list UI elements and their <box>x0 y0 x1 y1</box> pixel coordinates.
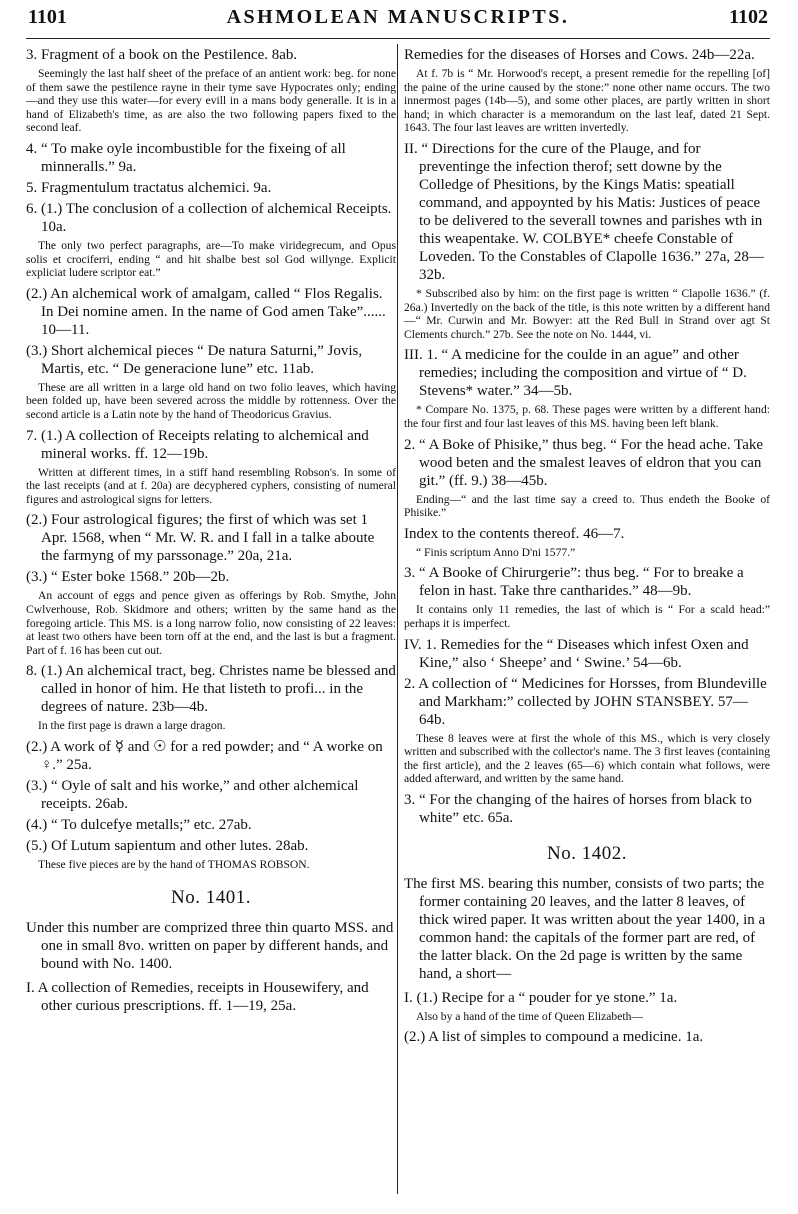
annotation-note: * Compare No. 1375, p. 68. These pages were written by a different hand: the four first and four last leaves of this MS. having been left blank. <box>404 403 770 430</box>
catalogue-entry: 3. “ For the changing of the haires of horses from black to white” etc. 65a. <box>404 791 752 826</box>
annotation-note: In the first page is drawn a large dragon. <box>38 719 226 733</box>
catalogue-entry: (2.) An alchemical work of amalgam, called “ Flos Regalis. In Dei nomine amen. In the name of God amen Take”...... 10—11. <box>26 285 386 338</box>
annotation-note: Written at different times, in a stiff hand resembling Robson's. In some of the last receipts (and at f. 20a) are decyphered cyphers, consisting of numeral figures and astrological signs for letters. <box>26 465 396 506</box>
annotation-note: Seemingly the last half sheet of the preface of an antient work: beg. for none of them sawe the pestilence rayne in their tyme save Hypocrates only; ending—and they use this water—for every evill in a mans body generalle. It is in a hand of Elizabeth's time, as are also the two following papers fixed to the second leaf. <box>26 67 396 135</box>
annotation-note: “ Finis scriptum Anno D'ni 1577.” <box>416 545 576 559</box>
annotation-note: These five pieces are by the hand of THOMAS ROBSON. <box>38 857 310 871</box>
annotation-note: Ending—“ and the last time say a creed to. Thus endeth the Booke of Phisike.” <box>404 492 770 520</box>
right-column <box>404 44 770 1049</box>
catalogue-entry: (4.) “ To dulcefye metalls;” etc. 27ab. <box>26 816 252 833</box>
catalogue-entry: (2.) Four astrological figures; the first of which was set 1 Apr. 1568, when “ Mr. W. R. and I fall in a talke aboute the farmyng of my parssonage.” 20a, 21a. <box>26 512 375 565</box>
annotation-note: * Subscribed also by him: on the first page is written “ Clapolle 1636.” (f. 26a.) Invertedly on the back of the title, is this note written by a different hand—“ Mr. Curwin and Mr. Bowyer: att the Red Bull in Strand over agt St Clements church.” 27b. See the note on No. 1444, vi. <box>404 286 770 341</box>
catalogue-entry: 6. (1.) The conclusion of a collection of alchemical Receipts. 10a. <box>26 200 392 235</box>
section-heading: No. 1402. <box>547 842 627 864</box>
catalogue-entry: I. (1.) Recipe for a “ pouder for ye stone.” 1a. <box>404 989 678 1006</box>
page-header <box>28 6 768 36</box>
catalogue-entry: I. A collection of Remedies, receipts in Housewifery, and other curious prescriptions. ff. 1—19, 25a. <box>26 980 369 1015</box>
catalogue-entry: IV. 1. Remedies for the “ Diseases which infest Oxen and Kine,” also ‘ Sheepe’ and ‘ Swine.’ 54—6b. <box>404 636 749 671</box>
catalogue-entry: (3.) “ Oyle of salt and his worke,” and other alchemical receipts. 26ab. <box>26 777 359 812</box>
catalogue-entry: III. 1. “ A medicine for the coulde in an ague” and other remedies; including the composition and virtue of “ D. Stevens* water.” 34—5b. <box>404 347 747 400</box>
running-title: ASHMOLEAN MANUSCRIPTS. <box>226 6 570 28</box>
catalogue-entry: (2.) A list of simples to compound a medicine. 1a. <box>404 1029 704 1046</box>
catalogue-entry: II. “ Directions for the cure of the Plauge, and for preventinge the infection therof; sett downe by the Colledge of Phesitions, by the Kings Matis: speatiall command, and appoynted by his Matis: Justices of peace to be delivered to the severall townes and parishes wth in this weapentake. W. COLBYE* cheefe Constable of Loveden. To the Constables of Clapolle 1636.” 27a, 28—32b. <box>404 140 764 283</box>
section-heading: No. 1401. <box>171 887 251 909</box>
catalogue-entry: 2. A collection of “ Medicines for Horsses, from Blundeville and Markham:” collected by JOHN STANSBEY. 57—64b. <box>404 675 767 728</box>
left-column <box>26 44 396 1018</box>
annotation-note: At f. 7b is “ Mr. Horwood's recept, a present remedie for the repelling [of] the paine of the urine caused by the stone:” none other name occurs. The two innermost pages (14b—5), and some other places, are partly written in short hand; in which character is a memorandum on the last leaf, dated 21 Sept. 1643. The four last leaves are written invertedly. <box>404 67 770 135</box>
catalogue-entry: 3. Fragment of a book on the Pestilence. 8ab. <box>26 47 298 63</box>
catalogue-entry: (2.) A work of ☿ and ☉ for a red powder; and “ A worke on ♀.” 25a. <box>26 738 383 773</box>
catalogue-entry: Index to the contents thereof. 46—7. <box>404 525 625 542</box>
annotation-note: Also by a hand of the time of Queen Elizabeth— <box>416 1009 643 1023</box>
header-rule <box>26 38 770 39</box>
catalogue-entry: 5. Fragmentulum tractatus alchemici. 9a. <box>26 179 272 196</box>
left-page-number: 1101 <box>28 6 67 28</box>
annotation-note: These are all written in a large old hand on two folio leaves, which having been folded up, have been severed across the middle by rottenness. Over the second article is a Latin note by the hand of Theodoricus Gravius. <box>26 380 396 421</box>
catalogue-entry: 8. (1.) An alchemical tract, beg. Christes name be blessed and called in honor of him. He that listeth to profi... in the degrees of nature. 23b—4b. <box>26 663 396 716</box>
annotation-note: These 8 leaves were at first the whole of this MS., which is very closely written and subscribed with the collector's name. The 3 first leaves (containing the first article), and the 2 leaves (65—6) which contain what follows, were added afterward, and written by the same hand. <box>404 731 770 786</box>
catalogue-entry: (5.) Of Lutum sapientum and other lutes. 28ab. <box>26 837 309 854</box>
catalogue-entry: 4. “ To make oyle incombustible for the fixeing of all minneralls.” 9a. <box>26 140 346 175</box>
annotation-note: It contains only 11 remedies, the last of which is “ For a scald head:” perhaps it is imperfect. <box>404 603 770 630</box>
annotation-note: An account of eggs and pence given as offerings by Rob. Smythe, John Cwlverhouse, Rob. Skidmore and others; written by the same hand as the foregoing article. This MS. is a long narrow folio, now consisting of 22 leaves: at least two others have been torn off at the end, and the last is but a fragment. Part of f. 16 has been cut out. <box>26 589 396 657</box>
section-intro: The first MS. bearing this number, consists of two parts; the former containing 20 leaves, and the latter 8 leaves, of thick wired paper. It was written about the year 1400, in a common hand: the capitals of the former part are red, of the latter black. On the 2d page is written by the same hand, a short— <box>404 875 766 982</box>
right-page-number: 1102 <box>729 6 768 28</box>
catalogue-entry: (3.) “ Ester boke 1568.” 20b—2b. <box>26 569 230 586</box>
catalogue-entry: Remedies for the diseases of Horses and Cows. 24b—22a. <box>404 47 755 63</box>
catalogue-entry: 2. “ A Boke of Phisike,” thus beg. “ For the head ache. Take wood beten and the smalest leaves of eldron that you can git.” (ff. 9.) 38—45b. <box>404 436 764 489</box>
catalogue-entry: 3. “ A Booke of Chirurgerie”: thus beg. “ For to breake a felon in hast. Take thre cantharides.” 48—9b. <box>404 565 744 600</box>
column-divider <box>397 44 398 1194</box>
annotation-note: The only two perfect paragraphs, are—To make viridegrecum, and Opus solis et crociferri, ending “ and hit shalbe best sol God willynge. Explicit expliciat ludere scriptor eat.” <box>26 238 396 280</box>
catalogue-entry: (3.) Short alchemical pieces “ De natura Saturni,” Jovis, Martis, etc. “ De generacione lune” etc. 11ab. <box>26 342 363 377</box>
catalogue-entry: 7. (1.) A collection of Receipts relating to alchemical and mineral works. ff. 12—19b. <box>26 427 369 462</box>
section-intro: Under this number are comprized three thin quarto MSS. and one in small 8vo. written on paper by different hands, and bound with No. 1400. <box>26 920 394 973</box>
